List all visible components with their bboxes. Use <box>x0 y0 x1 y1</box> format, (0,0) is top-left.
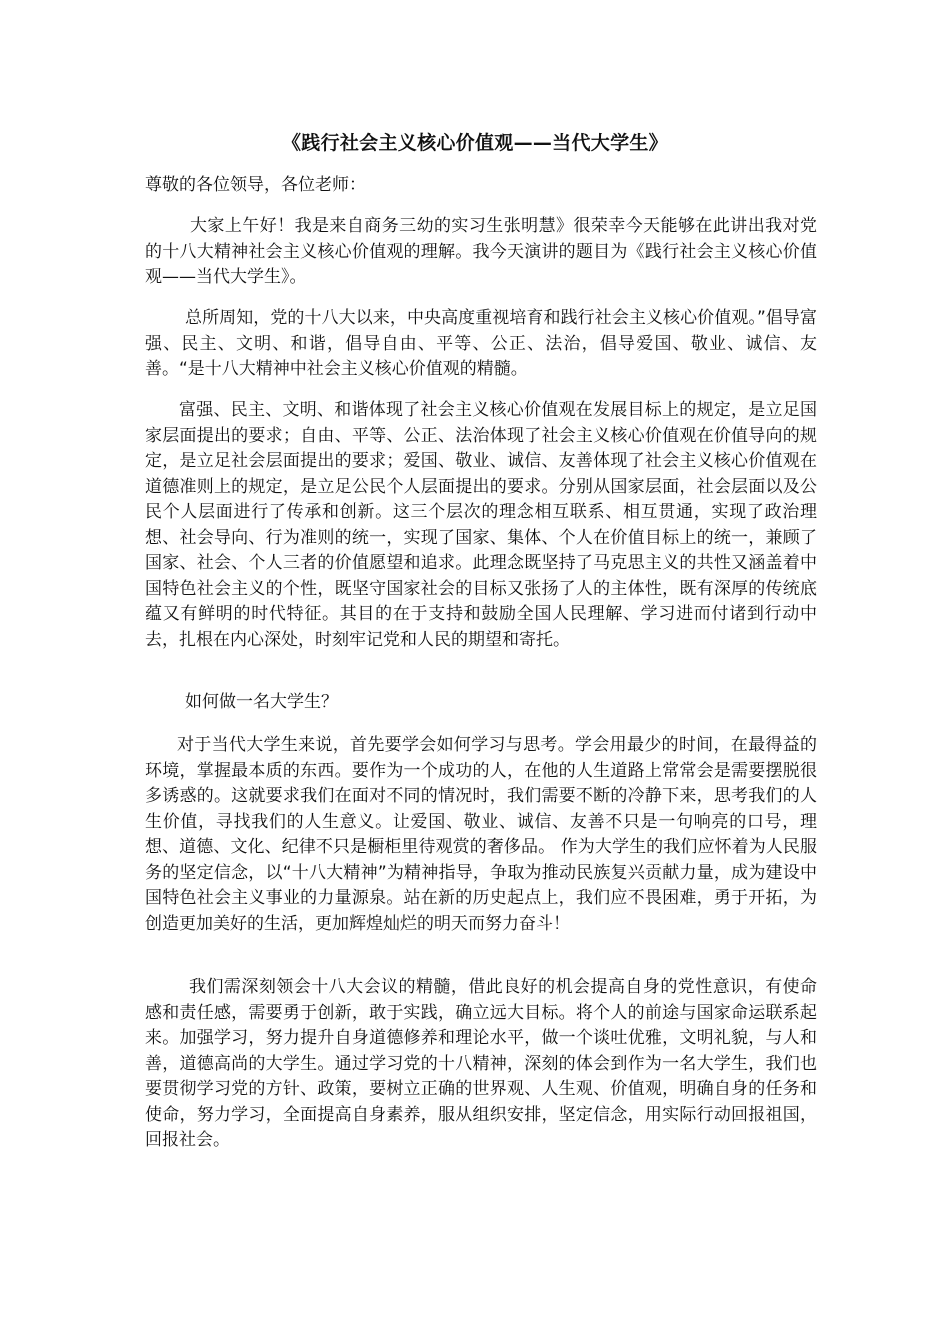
paragraph-core-values: 总所周知，党的十八大以来，中央高度重视培育和践行社会主义核心价值观。”倡导富强、民主、文明、和谐，倡导自由、平等、公正、法治，倡导爱国、敬业、诚信、友善。“是十八大精神中社会主义核心价值观的精髓。 <box>145 308 817 379</box>
paragraph-question: 如何做一名大学生？ <box>185 692 338 712</box>
paragraph-three-levels: 富强、民主、文明、和谐体现了社会主义核心价值观在发展目标上的规定，是立足国家层面提出的要求；自由、平等、公正、法治体现了社会主义核心价值观在价值导向的规定，是立足社会层面提出的要求；爱国、敬业、诚信、友善体现了社会主义核心价值观在道德准则上的规定，是立足公民个人层面提出的要求。分别从国家层面，社会层面以及公民个人层面进行了传承和创新。这三个层次的理念相互联系、相互贯通，实现了政治理想、社会导向、行为准则的统一，实现了国家、集体、个人在价值目标上的统一，兼顾了国家、社会、个人三者的价值愿望和追求。此理念既坚持了马克思主义的共性又涵盖着中国特色社会主义的个性，既坚守国家社会的目标又张扬了人的主体性，既有深厚的传统底蕴又有鲜明的时代特征。其目的在于支持和鼓励全国人民理解、学习进而付诸到行动中去，扎根在内心深处，时刻牢记党和人民的期望和寄托。 <box>145 400 817 650</box>
paragraph-student-duty: 对于当代大学生来说，首先要学会如何学习与思考。学会用最少的时间，在最得益的环境，掌握最本质的东西。要作为一个成功的人，在他的人生道路上常常会是需要摆脱很多诱惑的。这就要求我们在面对不同的情况时，我们需要不断的冷静下来，思考我们的人生价值，寻找我们的人生意义。让爱国、敬业、诚信、友善不只是一句响亮的口号，理想、道德、文化、纪律不只是橱柜里待观赏的奢侈品。 作为大学生的我们应怀着为人民服务的坚定信念，以“十八大精神”为精神指导，争取为推动民族复兴贡献力量，成为建设中国特色社会主义事业的力量源泉。站在新的历史起点上，我们应不畏困难，勇于开拓，为创造更加美好的生活，更加辉煌灿烂的明天而努力奋斗！ <box>145 735 817 934</box>
document-title: 《践行社会主义核心价值观——当代大学生》 <box>281 132 668 154</box>
paragraph-conclusion: 我们需深刻领会十八大会议的精髓，借此良好的机会提高自身的党性意识，有使命感和责任感，需要勇于创新，敢于实践，确立远大目标。将个人的前途与国家命运联系起来。加强学习，努力提升自身道德修养和理论水平，做一个谈吐优雅，文明礼貌，与人和善，道德高尚的大学生。通过学习党的十八精神，深刻的体会到作为一名大学生，我们也要贯彻学习党的方针、政策，要树立正确的世界观、人生观、价值观，明确自身的任务和使命，努力学习，全面提高自身素养，服从组织安排，坚定信念，用实际行动回报祖国，回报社会。 <box>145 977 817 1150</box>
paragraph-intro: 大家上午好！我是来自商务三幼的实习生张明慧》很荣幸今天能够在此讲出我对党的十八大精神社会主义核心价值观的理解。我今天演讲的题目为《践行社会主义核心价值观——当代大学生》。 <box>145 216 817 287</box>
greeting: 尊敬的各位领导，各位老师： <box>145 175 366 195</box>
